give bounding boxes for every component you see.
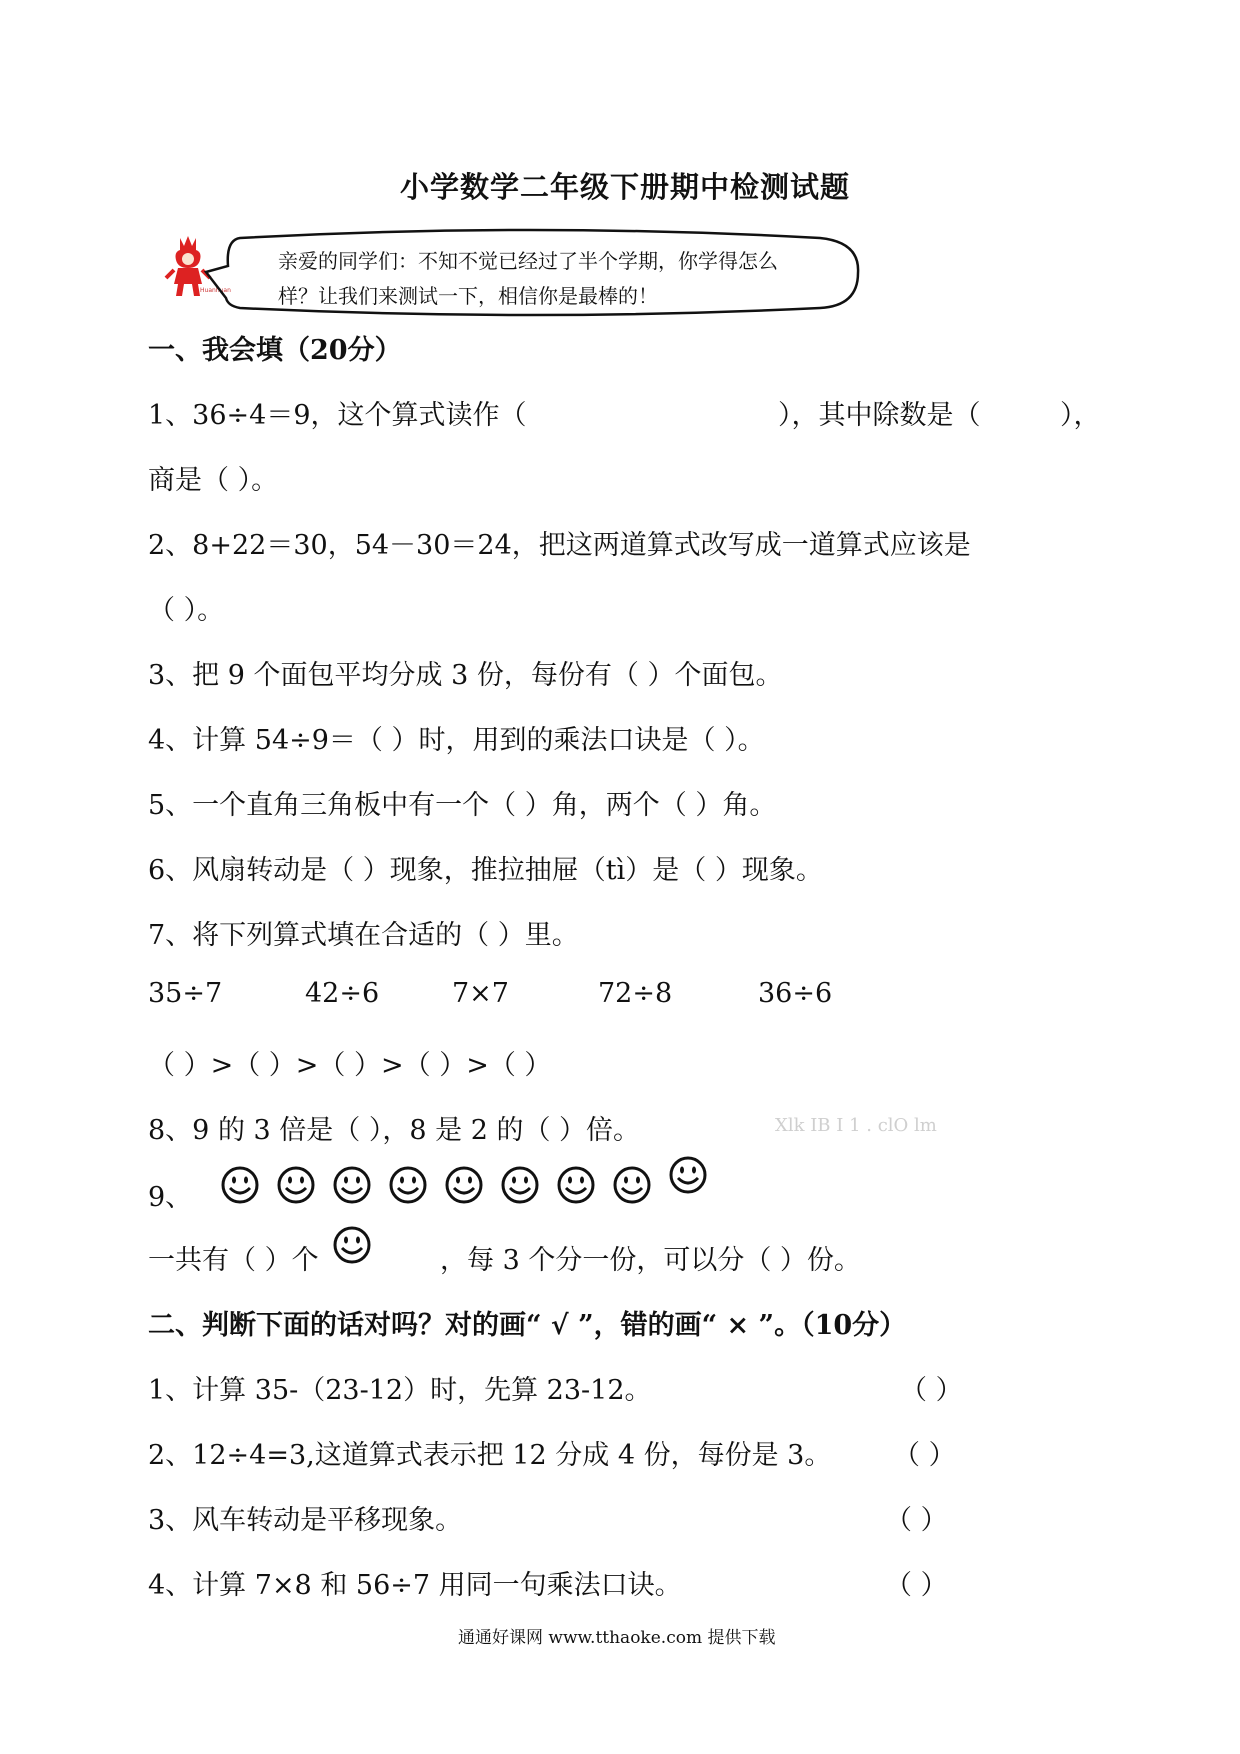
smiley-icon <box>388 1165 428 1205</box>
q3: 3、把 9 个面包平均分成 3 份，每份有（ ）个面包。 <box>148 660 783 691</box>
q6: 6、风扇转动是（ ）现象，推拉抽屉（tì）是（ ）现象。 <box>148 855 823 886</box>
judge-item-text: 1、计算 35-（23-12）时，先算 23-12。 <box>148 1375 652 1406</box>
q1-line2: 商是（ ）。 <box>148 465 279 496</box>
judge-item-paren: （ ） <box>885 1570 948 1601</box>
q8-faint-text: Xlk IB I 1 . clO lm <box>775 1115 937 1136</box>
q2-line1: 2、8+22＝30，54－30＝24，把这两道算式改写成一道算式应该是 <box>148 530 971 561</box>
q7: 7、将下列算式填在合适的（ ）里。 <box>148 920 579 951</box>
smiley-icon <box>220 1165 260 1205</box>
page-title: 小学数学二年级下册期中检测试题 <box>400 170 851 204</box>
q7-item: 7×7 <box>452 978 509 1009</box>
q1-line1-b: ），其中除数是（ <box>778 400 981 431</box>
q1-line1-c: ）， <box>1060 400 1101 431</box>
q9-line2-b: ，每 3 个分一份，可以分（ ）份。 <box>440 1245 861 1276</box>
q7-item: 72÷8 <box>598 978 673 1009</box>
smiley-icon <box>556 1165 596 1205</box>
judge-item-text: 2、12÷4=3,这道算式表示把 12 分成 4 份，每份是 3。 <box>148 1440 832 1471</box>
judge-item-text: 4、计算 7×8 和 56÷7 用同一句乘法口诀。 <box>148 1570 682 1601</box>
svg-text:Huanhuan: Huanhuan <box>200 287 231 294</box>
smiley-icon <box>500 1165 540 1205</box>
section-1-heading: 一、我会填（20分） <box>148 335 402 366</box>
q7-item: 35÷7 <box>148 978 223 1009</box>
q5: 5、一个直角三角板中有一个（ ）角，两个（ ）角。 <box>148 790 777 821</box>
judge-item-paren: （ ） <box>893 1440 956 1471</box>
smiley-icon <box>612 1165 652 1205</box>
smiley-icon <box>668 1155 708 1195</box>
q7-compare: （ ）>（ ）>（ ）>（ ）>（ ） <box>148 1050 552 1081</box>
section-2-heading: 二、判断下面的话对吗？对的画“ √ ”，错的画“ × ”。（10分） <box>148 1310 907 1341</box>
intro-line-2: 样？让我们来测试一下，相信你是最棒的！ <box>278 284 658 308</box>
page-footer: 通通好课网 www.tthaoke.com 提供下载 <box>458 1628 776 1648</box>
q8: 8、9 的 3 倍是（ ），8 是 2 的（ ）倍。 <box>148 1115 641 1146</box>
judge-item-paren: （ ） <box>900 1375 963 1406</box>
intro-line-1: 亲爱的同学们：不知不觉已经过了半个学期，你学得怎么 <box>278 249 778 273</box>
smiley-icon <box>332 1225 372 1265</box>
q4: 4、计算 54÷9＝（ ）时，用到的乘法口诀是（ ）。 <box>148 725 765 756</box>
judge-item-text: 3、风车转动是平移现象。 <box>148 1505 463 1536</box>
judge-item-paren: （ ） <box>885 1505 948 1536</box>
q7-item: 42÷6 <box>305 978 380 1009</box>
smiley-icon <box>332 1165 372 1205</box>
q9-line2-a: 一共有（ ）个 <box>148 1245 319 1276</box>
smiley-icon <box>276 1165 316 1205</box>
q2-line2: （ ）。 <box>148 595 225 626</box>
smiley-icon <box>444 1165 484 1205</box>
q7-item: 36÷6 <box>758 978 833 1009</box>
q9-label: 9、 <box>148 1182 193 1213</box>
q1-line1-a: 1、36÷4＝9，这个算式读作（ <box>148 400 527 431</box>
